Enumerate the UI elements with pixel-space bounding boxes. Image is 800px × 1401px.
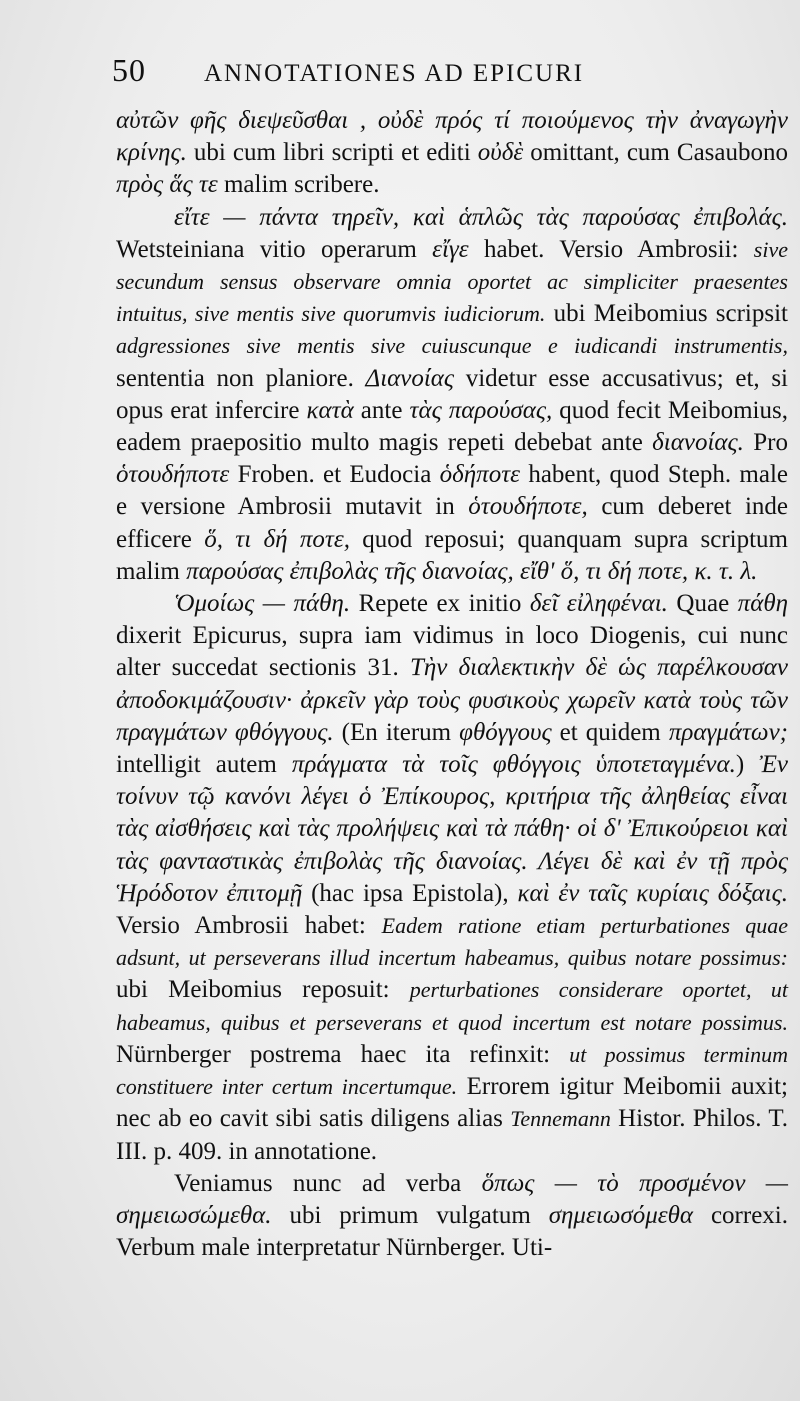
latin-text: malim scribere. xyxy=(217,171,380,199)
latin-text: sententia non planiore. xyxy=(116,364,366,392)
paragraph-2 xyxy=(116,202,788,588)
latin-text: ubi Meibomius scripsit xyxy=(545,300,788,328)
latin-text: Repete ex initio xyxy=(350,590,530,618)
running-head xyxy=(112,52,712,92)
latin-text: Pro xyxy=(743,429,788,457)
latin-translation-italic: Eadem ratione etiam perturbationes quae adsunt, ut perseverans illud incertum habeamus, quibus notare possimus: xyxy=(116,913,788,971)
greek-text: σημειωσόμεθα xyxy=(548,1201,694,1229)
latin-text: Nürnberger postrema haec ita refinxit: xyxy=(116,1040,570,1068)
paragraph-3 xyxy=(116,588,788,1168)
running-title: ANNOTATIONES AD EPICURI xyxy=(204,60,585,87)
greek-text: καὶ ἐν ταῖς κυρίαις δόξαις. xyxy=(517,879,788,907)
greek-text: οὐδὲ xyxy=(477,139,524,167)
latin-text: correxi. Verbum male interpretatur Nürnberger. Uti- xyxy=(116,1201,788,1262)
greek-text: δεῖ εἰληφέναι. xyxy=(529,590,668,618)
latin-text: dixerit Epicurus, supra iam vidimus in loco Diogenis, cui nunc alter succedat sectionis 31. xyxy=(116,622,788,682)
greek-text: ὁτουδήποτε, xyxy=(468,493,588,521)
greek-text: πρὸς ἅς τε xyxy=(116,171,218,199)
latin-text: habent, quod Steph. male e versione Ambrosii mutavit in xyxy=(116,461,788,521)
latin-text: ) xyxy=(735,751,760,779)
body-text xyxy=(116,105,788,1264)
latin-translation-italic: sive secundum sensus observare omnia oportet ac simpliciter praesentes intuitus, sive mentis sive quorumvis iudiciorum. xyxy=(116,236,788,327)
latin-text: intelligit autem xyxy=(116,751,292,779)
latin-text: (hac ipsa Epistola), xyxy=(302,879,518,907)
latin-text: et quidem xyxy=(551,718,669,746)
latin-text: Histor. Philos. T. III. p. 409. in annotatione. xyxy=(116,1105,789,1165)
greek-text: Διανοίας xyxy=(365,364,455,392)
latin-text: Froben. et Eudocia xyxy=(229,461,440,489)
greek-text: ὅ, τι δή ποτε, xyxy=(204,525,350,553)
greek-text: πάθη xyxy=(737,590,789,618)
latin-text: Versio Ambrosii habet: xyxy=(116,912,382,940)
latin-text: Veniamus nunc ad verba xyxy=(174,1169,482,1197)
greek-text: ὁδήποτε xyxy=(439,461,520,489)
greek-text: Τὴν διαλεκτικὴν δὲ ὡς παρέλκουσαν ἀποδοκιμάζουσιν· ἀρκεῖν γὰρ τοὺς φυσικοὺς χωρεῖν κατὰ τοὺς τῶν πραγμάτων φθόγγους. xyxy=(116,654,788,746)
greek-text: τὰς παρούσας, xyxy=(409,396,553,424)
greek-text: αὐτῶν φῆς διεψεῦσθαι , οὐδὲ πρός τί ποιούμενος τὴν ἀναγωγὴν κρίνης. xyxy=(116,107,788,167)
latin-text: quod reposui; quanquam supra scriptum malim xyxy=(116,525,788,585)
page-number: 50 xyxy=(112,52,146,88)
latin-text: cum deberet inde efficere xyxy=(116,493,788,553)
paragraph-1 xyxy=(116,105,788,202)
greek-text: ὅπως — τὸ προσμένον — σημειωσώμεθα. xyxy=(116,1169,789,1229)
greek-text: εἴτε — πάντα τηρεῖν, καὶ ἁπλῶς τὰς παρούσας ἐπιβολάς. xyxy=(174,203,788,231)
paragraph-4 xyxy=(116,1168,788,1265)
latin-text: (En iterum xyxy=(333,718,460,746)
latin-text: omittant, cum Casaubono xyxy=(523,139,788,167)
latin-text: ubi Meibomius reposuit: xyxy=(116,976,410,1004)
greek-text: Ἐν τοίνυν τῷ κανόνι λέγει ὁ Ἐπίκουρος, κριτήρια τῆς ἀληθείας εἶναι τὰς αἰσθήσεις καὶ τὰς προλήψεις καὶ τὰ πάθη· οἱ δ' Ἐπικούρειοι καὶ τὰς φανταστικὰς ἐπιβολὰς τῆς διανοίας. Λέγει δὲ καὶ ἐν τῇ πρὸς Ἡρόδοτον ἐπιτομῇ xyxy=(116,751,788,907)
greek-text: διανοίας. xyxy=(652,429,744,457)
greek-text: εἴγε xyxy=(432,235,469,263)
latin-text: Quae xyxy=(667,590,738,618)
latin-translation-italic: perturbationes considerare oportet, ut habeamus, quibus et perseverans et quod incertum est notare possimus. xyxy=(116,977,788,1035)
latin-text: Errorem igitur Meibomii auxit; nec ab eo cavit sibi satis diligens alias xyxy=(116,1073,788,1133)
greek-text: πράγματα τὰ τοῖς φθόγγοις ὑποτεταγμένα. xyxy=(291,751,736,779)
greek-text: παρούσας ἐπιβολὰς τῆς διανοίας, εἴθ' ὅ, τι δή ποτε, κ. τ. λ. xyxy=(186,557,758,585)
latin-text: ubi primum vulgatum xyxy=(271,1201,549,1229)
latin-translation-italic: Tennemann xyxy=(510,1106,611,1132)
greek-text: φθόγγους xyxy=(459,718,552,746)
latin-text: videtur esse accusativus; et, si opus erat infercire xyxy=(116,364,788,424)
latin-text: habet. Versio Ambrosii: xyxy=(468,235,754,263)
greek-text: κατὰ xyxy=(306,396,354,424)
greek-text: ὁτουδήποτε xyxy=(116,461,230,489)
latin-translation-italic: adgressiones sive mentis sive cuiuscunque e iudicandi instrumentis, xyxy=(116,333,788,359)
greek-text: Ὁμοίως — πάθη. xyxy=(174,590,351,618)
latin-text: ante xyxy=(353,396,410,424)
latin-text: ubi cum libri scripti et editi xyxy=(186,139,478,167)
greek-text: πραγμάτων; xyxy=(668,718,789,746)
latin-translation-italic: ut possimus terminum constituere inter certum incertumque. xyxy=(116,1041,788,1100)
latin-text: Wetsteiniana vitio operarum xyxy=(116,235,433,263)
latin-text: quod fecit Meibomius, eadem praepositio multo magis repeti debebat ante xyxy=(116,396,788,457)
